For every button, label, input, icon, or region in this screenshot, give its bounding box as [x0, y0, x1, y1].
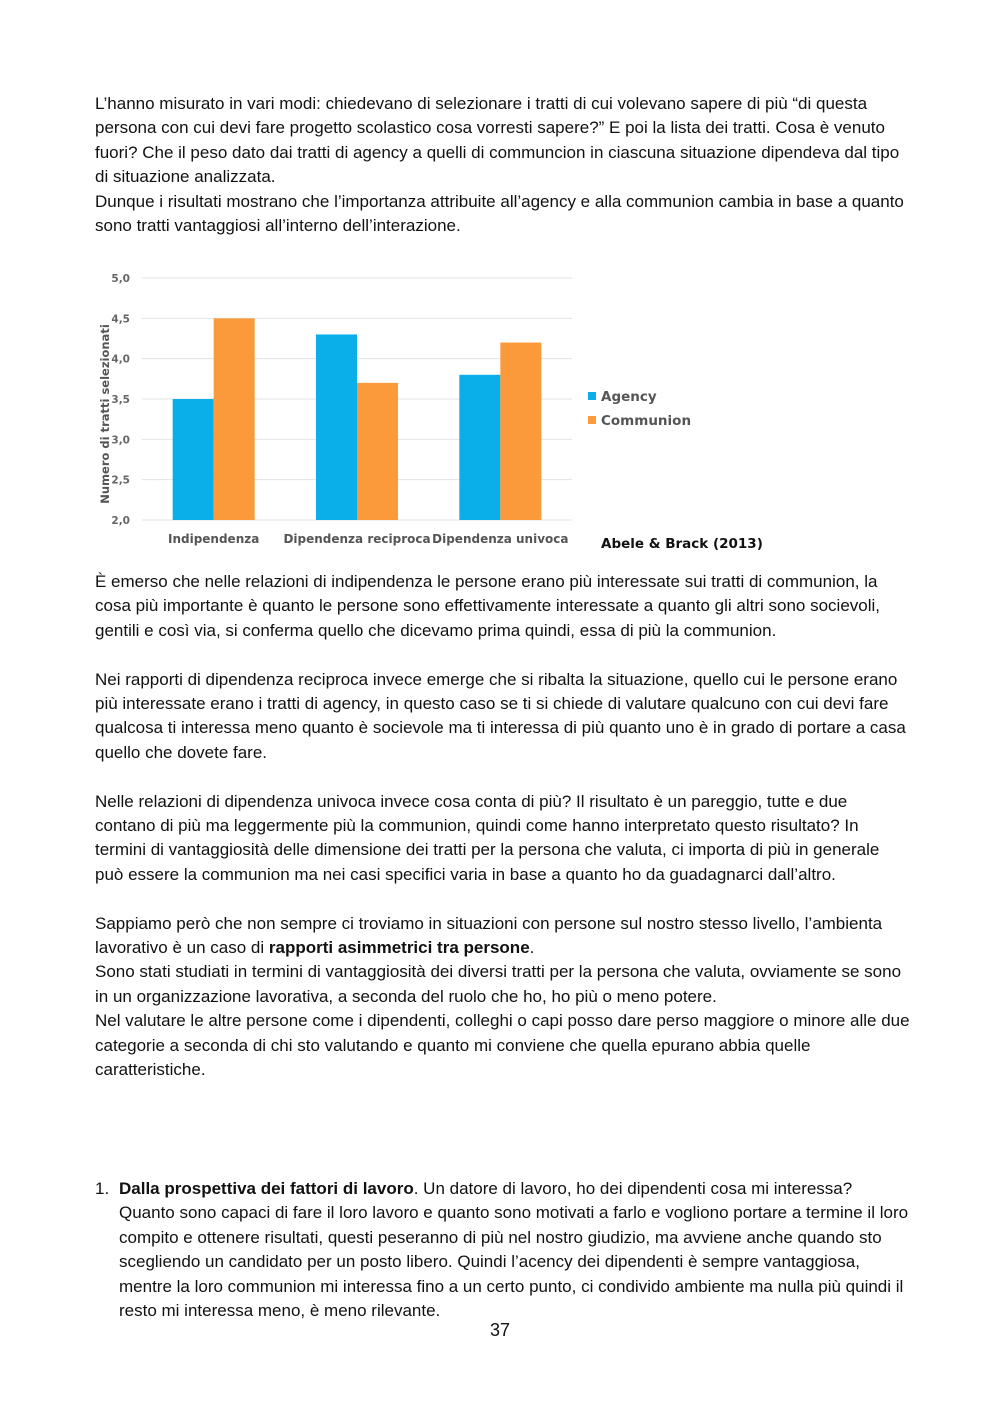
bar-agency	[459, 375, 500, 520]
paragraph-valutare: Nel valutare le altre persone come i dipendenti, colleghi o capi posso dare perso maggiore o minore alle due categorie a seconda di chi sto valutando e quanto mi conviene che quella epurano abbia quelle caratteristiche.	[95, 1011, 910, 1080]
bar-agency	[316, 334, 357, 520]
list-item	[95, 1177, 910, 1323]
legend-label: Agency	[601, 389, 657, 405]
numbered-list	[95, 1177, 910, 1323]
bar-communion	[500, 343, 541, 520]
list-item-title: Dalla prospettiva dei fattori di lavoro	[119, 1179, 414, 1198]
paragraph-studiati: Sono stati studiati in termini di vantaggiosità dei diversi tratti per la persona che valuta, ovviamente se sono in un organizzazione lavorativa, a seconda del ruolo che ho, ho più o meno potere.	[95, 962, 902, 1006]
y-tick-label: 5,0	[111, 273, 130, 285]
intro-section	[95, 92, 910, 238]
x-axis-labels	[168, 532, 569, 546]
intro-paragraph-1: L’hanno misurato in vari modi: chiedevano di selezionare i tratti di cui volevano sapere di più “di questa persona con cui devi fare progetto scolastico cosa vorresti sapere?” E poi la lista dei tratti. Cosa è venuto fuori? Che il peso dato dai tratti di agency a quelli di communcion in ciascuna situazione dipendeva dal tipo di situazione analizzata.	[95, 94, 900, 187]
page-number: 37	[489, 1320, 511, 1340]
paragraph-dipendenza-univoca: Nelle relazioni di dipendenza univoca invece cosa conta di più? Il risultato è un pareggio, tutte e due contano di più ma leggermente più la communion, quindi come hanno interpretato questo risultato? In termini di vantaggiosità delle dimensione dei tratti per la persona che valuta, ci importa di più in generale può essere la communion ma nei casi specifici varia in base a quanto ho da guadagnarci dall’altro.	[95, 791, 880, 884]
legend-label: Communion	[601, 413, 692, 429]
bar-chart	[90, 262, 770, 562]
y-tick-label: 4,5	[111, 313, 130, 326]
chart-legend	[588, 389, 691, 429]
paragraph-rapporti-asimmetrici	[95, 912, 910, 961]
bar-communion	[357, 383, 398, 520]
legend-swatch	[588, 416, 596, 424]
x-tick-label: Indipendenza	[167, 532, 260, 546]
body-section	[95, 570, 910, 1082]
intro-paragraph-2: Dunque i risultati mostrano che l’importanza attribuite all’agency e alla communion cambia in base a quanto sono tratti vantaggiosi all’interno dell’interazione.	[95, 191, 904, 236]
chart-bars	[173, 318, 542, 520]
y-tick-label: 2,5	[111, 474, 130, 487]
chart-source: Abele & Brack (2013)	[601, 536, 763, 552]
paragraph-indipendenza: È emerso che nelle relazioni di indipendenza le persone erano più interessate sui tratti di communion, la cosa più importante è quanto le persone sono effettivamente interessate a quanto gli altri sono socievoli, gentili e così via, si conferma quello che dicevamo prima quindi, essa di più la communion.	[95, 572, 881, 640]
list-item-text: . Un datore di lavoro, ho dei dipendenti cosa mi interessa? Quanto sono capaci di fare il loro lavoro e quanto sono motivati a farlo e vogliono portare a termine il loro compito e ottenere risultati, questi peseranno di più nel nostro giudizio, ma avviene anche quando sto scegliendo un candidato per un posto libero. Quindi l’acency dei dipendenti è sempre vantaggiosa, mentre la loro communion mi interessa fino a un certo punto, ci condivido ambiente ma nulla più quindi il resto mi interessa meno, è meno rilevante.	[119, 1179, 909, 1321]
x-tick-label: Dipendenza univoca	[432, 532, 569, 546]
y-tick-label: 3,0	[111, 434, 130, 447]
y-tick-label: 4,0	[111, 353, 130, 366]
list-item-number: 1.	[95, 1179, 110, 1198]
x-tick-label: Dipendenza reciproca	[283, 532, 431, 546]
y-axis-label: Numero di tratti selezionati	[98, 324, 112, 504]
paragraph-text-end: .	[529, 938, 535, 958]
paragraph-text: Sappiamo però che non sempre ci troviamo in situazioni con persone sul nostro stesso livello, l’ambienta lavorativo è un caso di	[95, 913, 883, 958]
y-tick-label: 2,0	[111, 515, 130, 527]
bar-agency	[173, 399, 214, 520]
y-tick-label: 3,5	[111, 394, 130, 406]
bar-communion	[214, 318, 255, 520]
bold-term: rapporti asimmetrici tra persone	[268, 938, 530, 958]
y-axis-ticks	[111, 273, 130, 527]
legend-swatch	[588, 392, 596, 400]
paragraph-dipendenza-reciproca: Nei rapporti di dipendenza reciproca invece emerge che si ribalta la situazione, quello cui le persone erano più interessate erano i tratti di agency, in questo caso se ti si chiede di valutare qualcuno con cui devi fare qualcosa ti interessa meno quanto è socievole ma ti interessa di più quanto uno è in grado di portare a casa quello che dovete fare.	[95, 669, 906, 762]
